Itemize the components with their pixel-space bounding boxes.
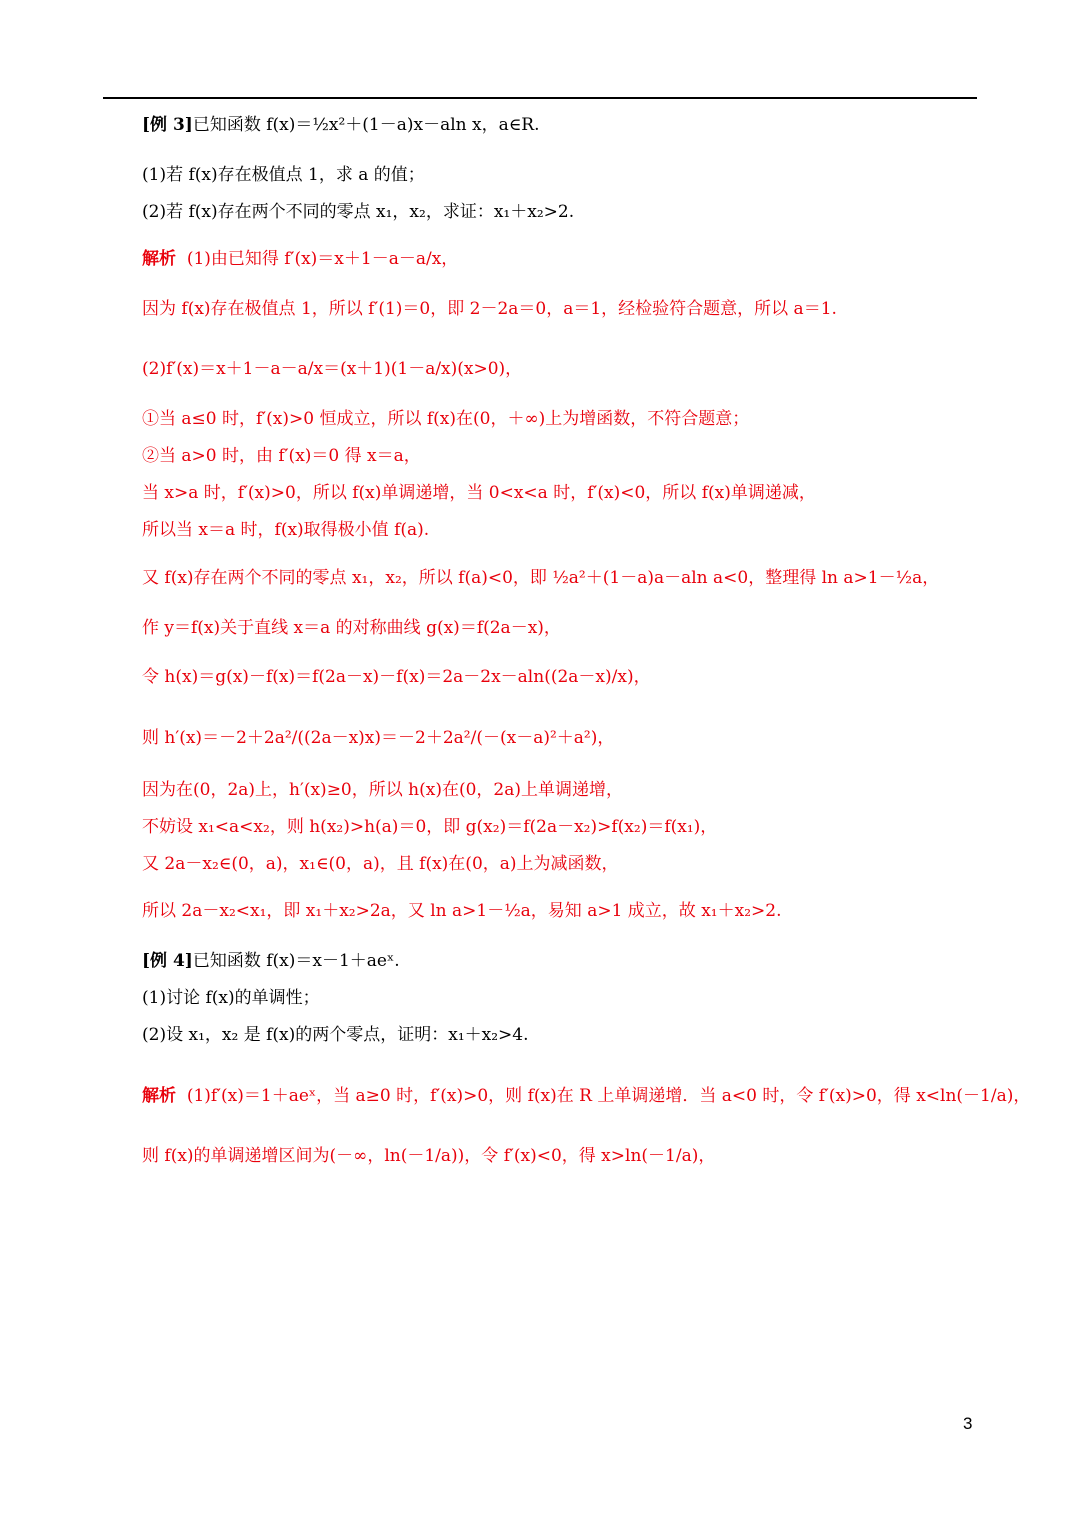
header-rule <box>103 97 977 99</box>
example3-solution-line: 则 h′(x)＝－2＋2a²/((2a－x)x)＝－2＋2a²/(－(x－a)²＋a²)， <box>142 728 615 748</box>
example3-label: [例 3] <box>142 115 193 135</box>
example3-solution-line: 又 f(x)存在两个不同的零点 x₁，x₂，所以 f(a)<0，即 ½a²＋(1－a)a－aln a<0，整理得 ln a>1－½a， <box>142 568 940 588</box>
example4-solution-line: 则 f(x)的单调递增区间为(－∞，ln(－1/a))，令 f′(x)<0，得 x>ln(－1/a)， <box>142 1146 716 1166</box>
example3-solution-line: 因为在(0，2a)上，h′(x)≥0，所以 h(x)在(0，2a)上单调递增， <box>142 780 623 800</box>
solution-label: 解析 <box>142 1086 176 1106</box>
example3-solution-line: ②当 a>0 时，由 f′(x)＝0 得 x＝a， <box>142 446 421 466</box>
solution-label: 解析 <box>142 249 176 269</box>
example3-solution-line: 又 2a－x₂∈(0，a)，x₁∈(0，a)，且 f(x)在(0，a)上为减函数， <box>142 854 619 874</box>
example3-solution-line: 所以 2a－x₂<x₁，即 x₁＋x₂>2a，又 ln a>1－½a，易知 a>1 成立，故 x₁＋x₂>2. <box>142 901 782 921</box>
example4-label: [例 4] <box>142 951 193 971</box>
example4-question-2: (2)设 x₁，x₂ 是 f(x)的两个零点，证明：x₁＋x₂>4. <box>142 1025 529 1045</box>
example3-solution-line: 令 h(x)＝g(x)－f(x)＝f(2a－x)－f(x)＝2a－2x－aln((2a－x)/x)， <box>142 667 651 687</box>
example4-question-1: (1)讨论 f(x)的单调性； <box>142 988 320 1008</box>
example3-solution-line: ①当 a≤0 时，f′(x)>0 恒成立，所以 f(x)在(0，＋∞)上为增函数，不符合题意； <box>142 409 750 429</box>
example4-statement: [例 4]已知函数 f(x)＝x－1＋aeˣ. <box>142 951 400 971</box>
example4-solution-line: 解析 (1)f′(x)＝1＋aeˣ，当 a≥0 时，f′(x)>0，则 f(x)在 R 上单调递增．当 a<0 时，令 f′(x)>0，得 x<ln(－1/a)， <box>142 1086 1031 1106</box>
example3-question-2: (2)若 f(x)存在两个不同的零点 x₁，x₂，求证：x₁＋x₂>2. <box>142 202 575 222</box>
example3-solution-line: 不妨设 x₁<a<x₂，则 h(x₂)>h(a)＝0，即 g(x₂)＝f(2a－x₂)>f(x₂)＝f(x₁)， <box>142 817 718 837</box>
example3-solution-line: 当 x>a 时，f′(x)>0，所以 f(x)单调递增，当 0<x<a 时，f′(x)<0，所以 f(x)单调递减， <box>142 483 816 503</box>
example3-question-1: (1)若 f(x)存在极值点 1，求 a 的值； <box>142 165 425 185</box>
example3-solution-line: (2)f′(x)＝x＋1－a－a/x＝(x＋1)(1－a/x)(x>0)， <box>142 359 523 379</box>
page-number: 3 <box>963 1414 973 1433</box>
example3-solution-line: 解析 (1)由已知得 f′(x)＝x＋1－a－a/x， <box>142 249 459 269</box>
example3-solution-line: 作 y＝f(x)关于直线 x＝a 的对称曲线 g(x)＝f(2a－x)， <box>142 618 561 638</box>
example3-solution-line: 所以当 x＝a 时，f(x)取得极小值 f(a). <box>142 520 430 540</box>
example3-statement: [例 3]已知函数 f(x)＝½x²＋(1－a)x－aln x，a∈R. <box>142 115 540 135</box>
example3-solution-line: 因为 f(x)存在极值点 1，所以 f′(1)＝0，即 2－2a＝0，a＝1，经检验符合题意，所以 a＝1. <box>142 299 837 319</box>
